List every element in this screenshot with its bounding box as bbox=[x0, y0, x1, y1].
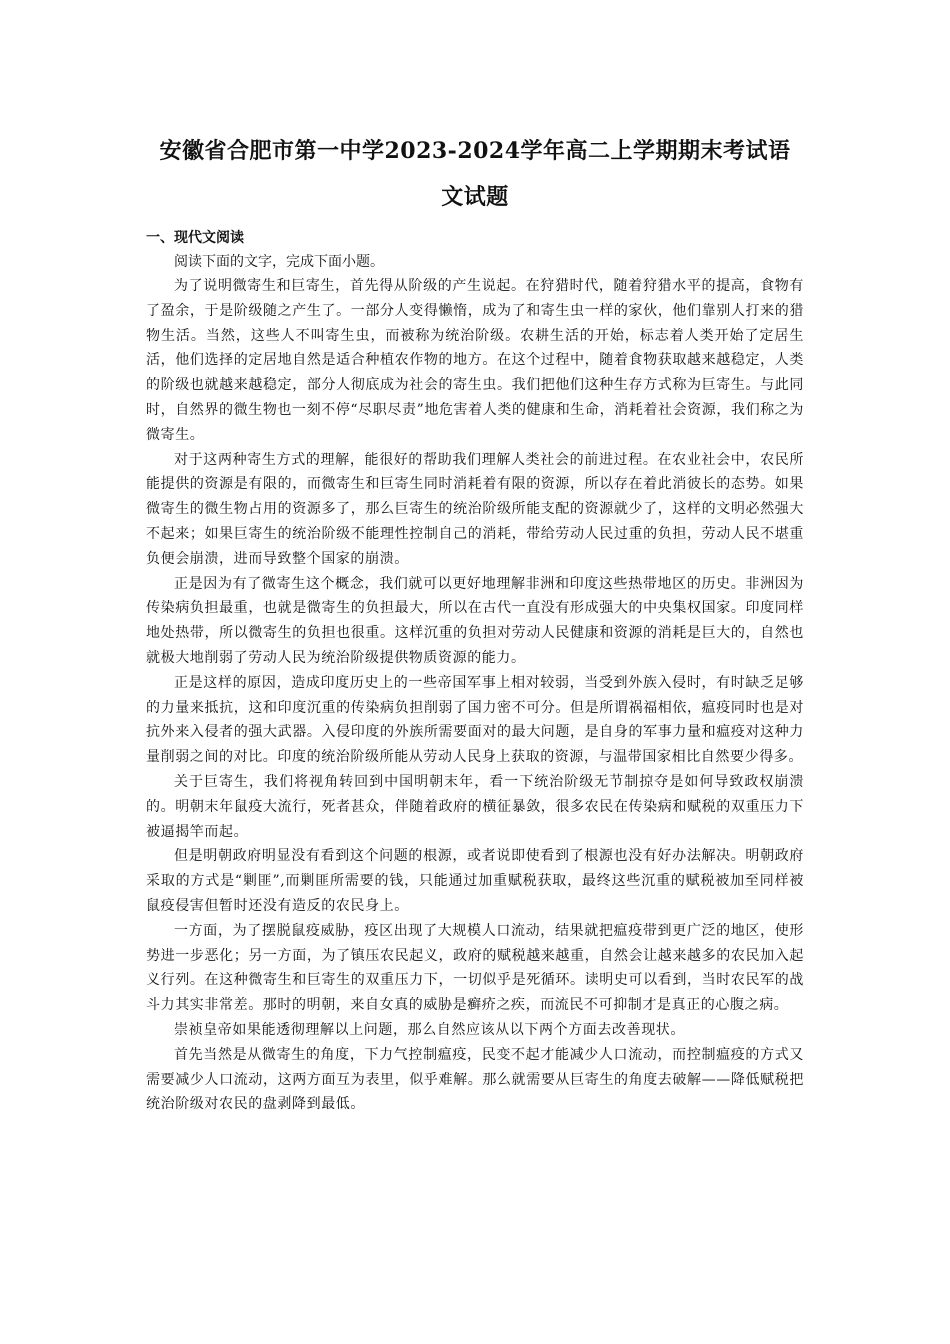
paragraph: 正是因为有了微寄生这个概念，我们就可以更好地理解非洲和印度这些热带地区的历史。非洲因为传染病负担最重，也就是微寄生的负担最大，所以在古代一直没有形成强大的中央集权国家。印度同样地处热带，所以微寄生的负担也很重。这样沉重的负担对劳动人民健康和资源的消耗是巨大的，自然也就极大地削弱了劳动人民为统治阶级提供物质资源的能力。 bbox=[146, 575, 804, 666]
paragraph: 为了说明微寄生和巨寄生，首先得从阶级的产生说起。在狩猎时代，随着狩猎水平的提高，食物有了盈余，于是阶级随之产生了。一部分人变得懒惰，成为了和寄生虫一样的家伙，他们靠别人打来的猎物生活。当然，这些人不叫寄生虫，而被称为统治阶级。农耕生活的开始，标志着人类开始了定居生活，他们选择的定居地自然是适合种植农作物的地方。在这个过程中，随着食物获取越来越稳定，人类的阶级也就越来越稳定，部分人彻底成为社会的寄生虫。我们把他们这种生存方式称为巨寄生。与此同时，自然界的微生物也一刻不停“尽职尽责”地危害着人类的健康和生命，消耗着社会资源，我们称之为微寄生。 bbox=[146, 278, 804, 443]
document-title bbox=[146, 128, 804, 220]
paragraph: 崇祯皇帝如果能透彻理解以上问题，那么自然应该从以下两个方面去改善现状。 bbox=[174, 1021, 685, 1038]
title-line-1: 安徽省合肥市第一中学2023-2024学年高二上学期期末考试语 bbox=[159, 138, 791, 164]
paragraph: 对于这两种寄生方式的理解，能很好的帮助我们理解人类社会的前进过程。在农业社会中，农民所能提供的资源是有限的，而微寄生和巨寄生同时消耗着有限的资源，所以存在着此消彼长的态势。如果微寄生的微生物占用的资源多了，那么巨寄生的统治阶级所能支配的资源就少了，这样的文明必然强大不起来；如果巨寄生的统治阶级不能理性控制自己的消耗，带给劳动人民过重的负担，劳动人民不堪重负便会崩溃，进而导致整个国家的崩溃。 bbox=[146, 451, 804, 567]
paragraph: 正是这样的原因，造成印度历史上的一些帝国军事上相对较弱，当受到外族入侵时，有时缺乏足够的力量来抵抗，这和印度沉重的传染病负担削弱了国力密不可分。但是所谓祸福相依，瘟疫同时也是对抗外来入侵者的强大武器。入侵印度的外族所需要面对的最大问题，是自身的军事力量和瘟疫对这种力量削弱之间的对比。印度的统治阶级所能从劳动人民身上获取的资源，与温带国家相比自然要少得多。 bbox=[146, 674, 804, 766]
paragraph: 一方面，为了摆脱鼠疫威胁，疫区出现了大规模人口流动，结果就把瘟疫带到更广泛的地区，使形势进一步恶化；另一方面，为了镇压农民起义，政府的赋税越来越重，自然会让越来越多的农民加入起义行列。在这种微寄生和巨寄生的双重压力下，一切似乎是死循环。读明史可以看到，当时农民军的战斗力其实非常差。那时的明朝，来自女真的威胁是癣疥之疾，而流民不可抑制才是真正的心腹之病。 bbox=[146, 922, 804, 1014]
reading-instruction: 阅读下面的文字，完成下面小题。 bbox=[174, 254, 384, 270]
title-line-2: 文试题 bbox=[441, 184, 509, 210]
paragraph: 但是明朝政府明显没有看到这个问题的根源，或者说即使看到了根源也没有好办法解决。明朝政府采取的方式是“剿匪”,而剿匪所需要的钱，只能通过加重赋税获取，最终这些沉重的赋税被加至同样被鼠疫侵害但暂时还没有造反的农民身上。 bbox=[146, 848, 804, 914]
paragraph: 首先当然是从微寄生的角度，下力气控制瘟疫，民变不起才能减少人口流动，而控制瘟疫的方式又需要减少人口流动，这两方面互为表里，似乎难解。那么就需要从巨寄生的角度去破解——降低赋税把统治阶级对农民的盘剥降到最低。 bbox=[146, 1046, 804, 1113]
paragraph: 关于巨寄生，我们将视角转回到中国明朝末年，看一下统治阶级无节制掠夺是如何导致政权崩溃的。明朝末年鼠疫大流行，死者甚众，伴随着政府的横征暴敛，很多农民在传染病和赋税的双重压力下被逼揭竿而起。 bbox=[146, 773, 804, 840]
section-heading: 一、现代文阅读 bbox=[146, 230, 244, 246]
document-page bbox=[146, 128, 804, 1117]
